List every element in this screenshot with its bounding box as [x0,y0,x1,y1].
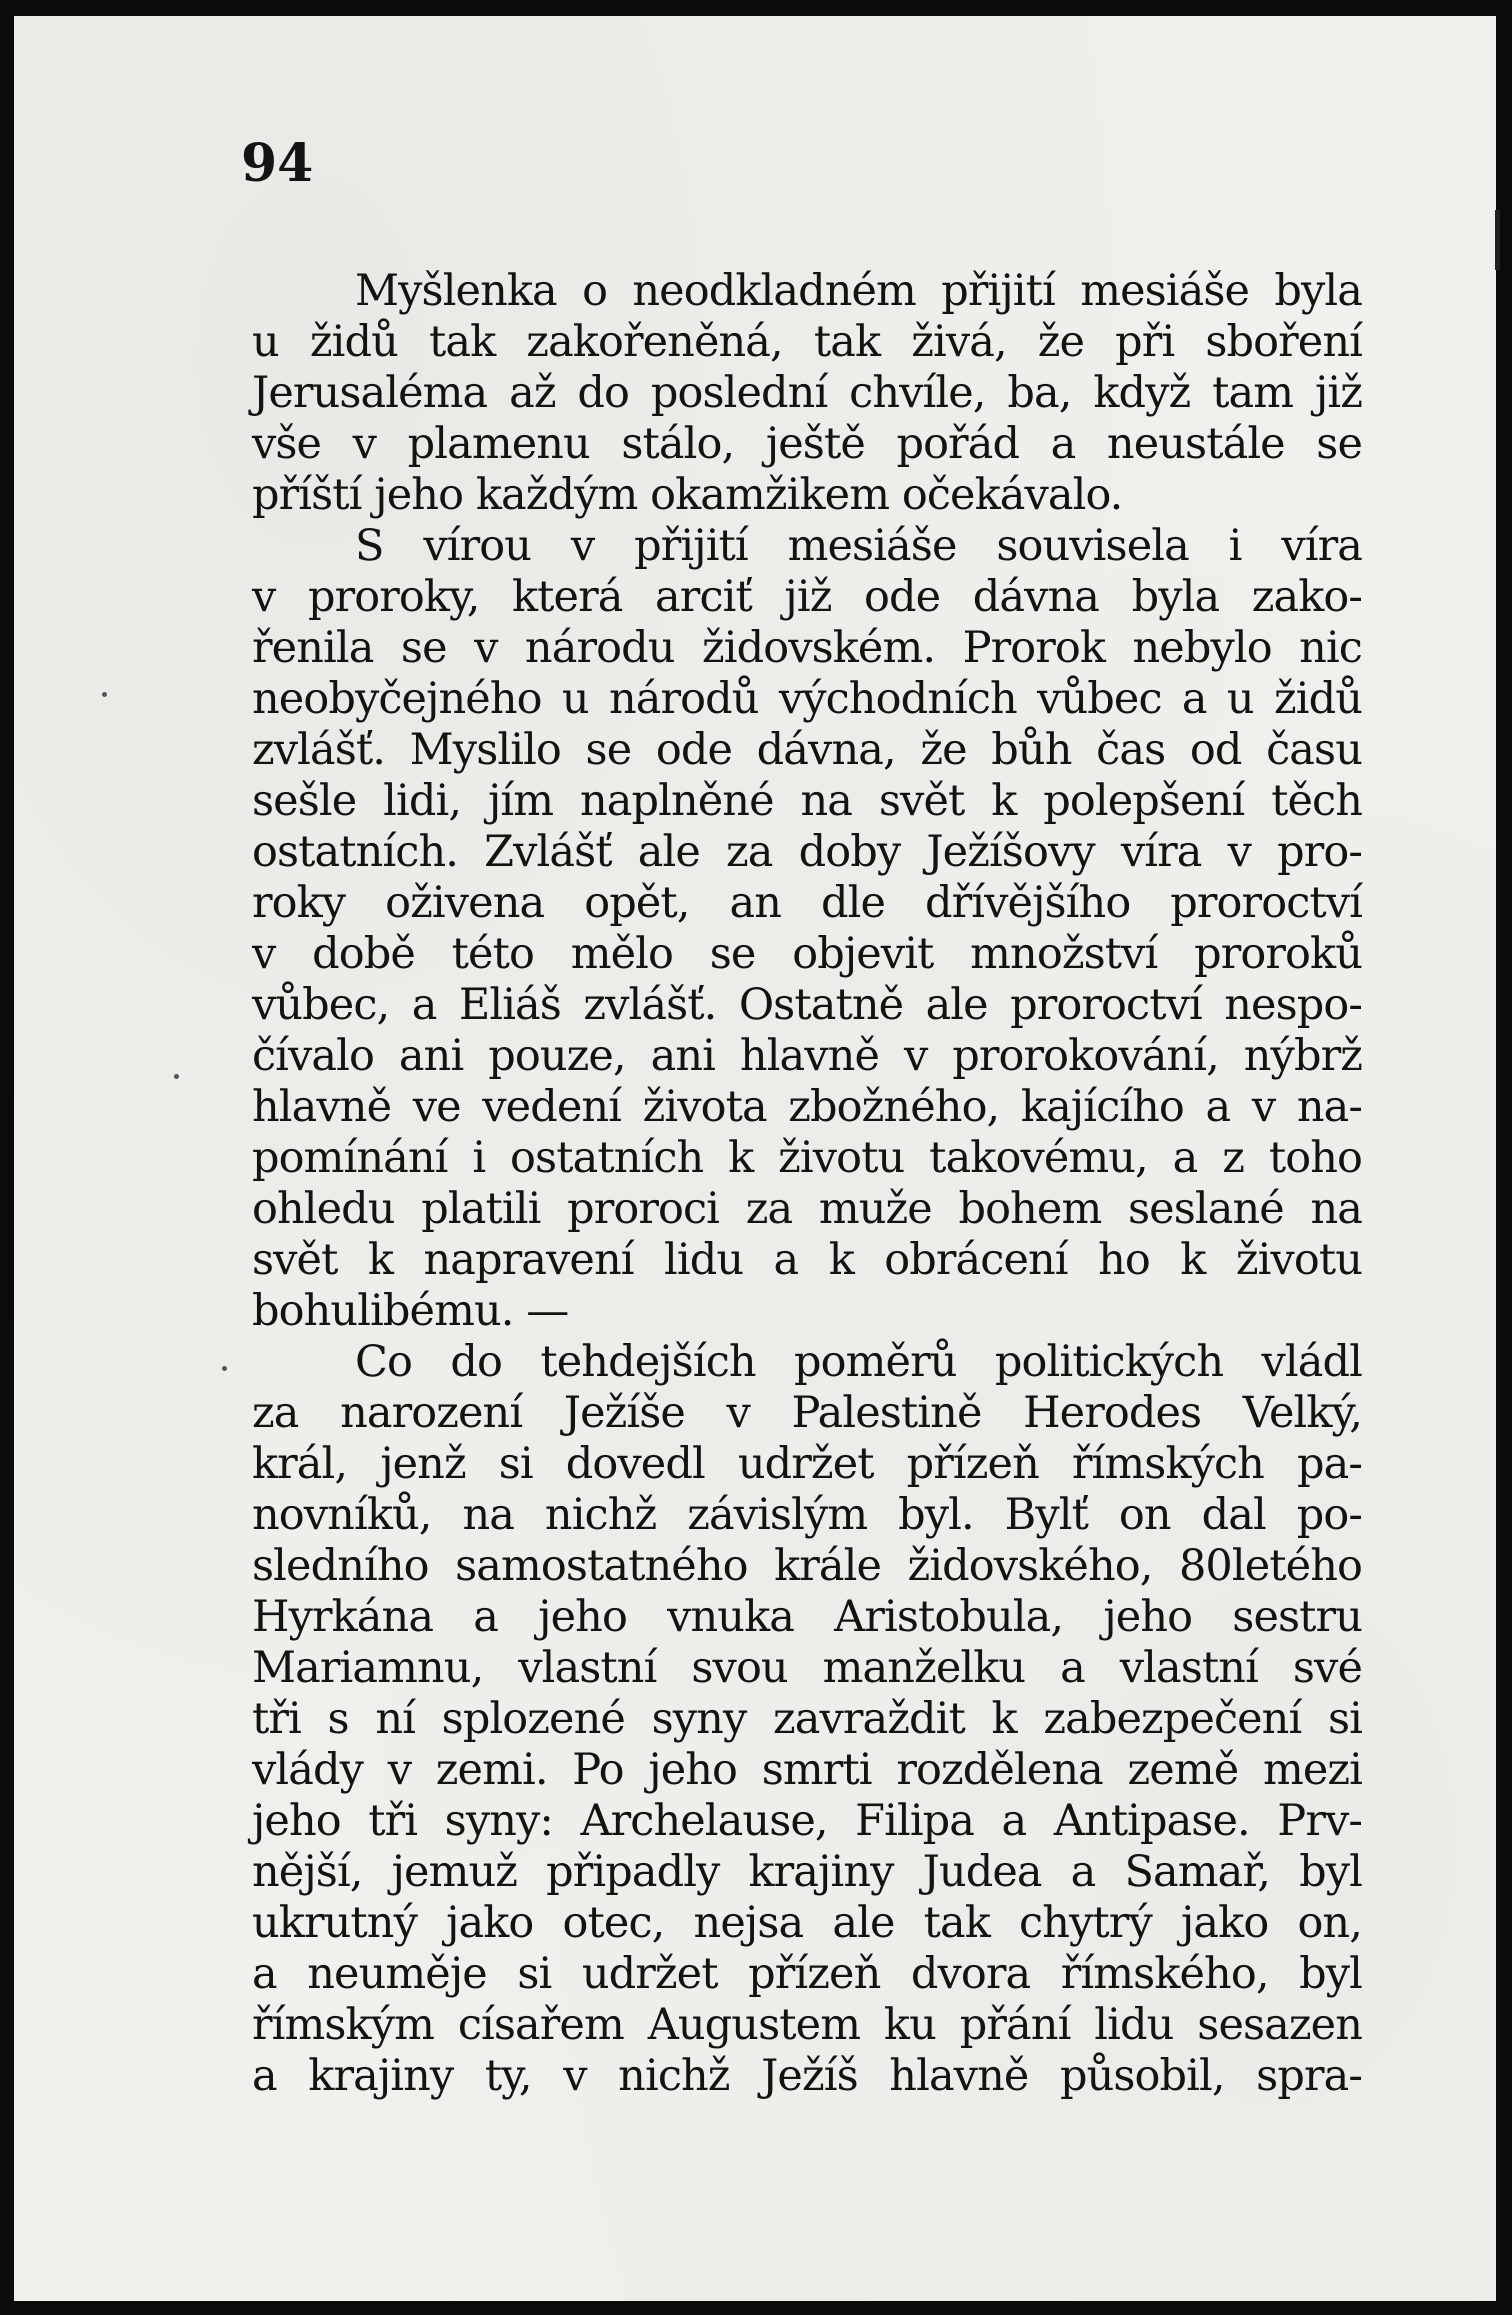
text-line: neobyčejného u národů východních vůbec a u židů [252,674,1362,724]
paper-sheet [14,16,1496,2301]
text-line: vůbec, a Eliáš zvlášť. Ostatně ale proroctví nespo- [252,980,1362,1030]
text-line: Jerusaléma až do poslední chvíle, ba, když tam již [252,368,1362,418]
text-line: jeho tři syny: Archelause, Filipa a Antipase. Prv- [252,1796,1362,1846]
page-number: 94 [241,133,314,194]
text-line: roky oživena opět, an dle dřívějšího proroctví [252,878,1362,928]
text-line: sledního samostatného krále židovského, 80letého [252,1541,1362,1591]
text-line: sešle lidi, jím naplněné na svět k polepšení těch [252,776,1362,826]
text-line: vlády v zemi. Po jeho smrti rozdělena země mezi [252,1745,1362,1795]
text-line: nější, jemuž připadly krajiny Judea a Samař, byl [252,1847,1362,1897]
text-line: Mariamnu, vlastní svou manželku a vlastní své [252,1643,1362,1693]
text-line: v proroky, která arciť již ode dávna byla zako- [252,572,1362,622]
text-line: zvlášť. Myslilo se ode dávna, že bůh čas od času [252,725,1362,775]
margin-speck [222,1366,227,1371]
body-text [252,266,1362,2102]
text-line: vše v plamenu stálo, ještě pořád a neustále se [252,419,1362,469]
text-line: ohledu platili proroci za muže bohem seslané na [252,1184,1362,1234]
page-edge-shadow [1495,210,1500,270]
margin-speck [174,1074,179,1079]
text-line: v době této mělo se objevit množství proroků [252,929,1362,979]
text-line: a krajiny ty, v nichž Ježíš hlavně působil, spra- [252,2051,1362,2101]
text-line: svět k napravení lidu a k obrácení ho k životu [252,1235,1362,1285]
text-line: římským císařem Augustem ku přání lidu sesazen [252,2000,1362,2050]
text-line: Hyrkána a jeho vnuka Aristobula, jeho sestru [252,1592,1362,1642]
text-line: u židů tak zakořeněná, tak živá, že při sboření [252,317,1362,367]
text-line: král, jenž si dovedl udržet přízeň římských pa- [252,1439,1362,1489]
text-line: bohulibému. — [252,1286,569,1336]
text-line: a neuměje si udržet přízeň dvora římského, byl [252,1949,1362,1999]
text-line: pomínání i ostatních k životu takovému, a z toho [252,1133,1362,1183]
margin-speck [102,692,107,697]
text-line: Myšlenka o neodkladném přijití mesiáše byla [355,266,1362,316]
text-line: za narození Ježíše v Palestině Herodes Velký, [252,1388,1362,1438]
text-line: hlavně ve vedení života zbožného, kajícího a v na- [252,1082,1362,1132]
text-line: Co do tehdejších poměrů politických vládl [355,1337,1362,1387]
text-line: čívalo ani pouze, ani hlavně v prorokování, nýbrž [252,1031,1362,1081]
text-line: ukrutný jako otec, nejsa ale tak chytrý jako on, [252,1898,1362,1948]
text-line: tři s ní splozené syny zavraždit k zabezpečení si [252,1694,1362,1744]
text-line: novníků, na nichž závislým byl. Bylť on dal po- [252,1490,1362,1540]
text-line: řenila se v národu židovském. Prorok nebylo nic [252,623,1362,673]
text-line: S vírou v přijití mesiáše souvisela i víra [355,521,1362,571]
text-line: příští jeho každým okamžikem očekávalo. [252,470,1123,520]
text-line: ostatních. Zvlášť ale za doby Ježíšovy víra v pro- [252,827,1362,877]
